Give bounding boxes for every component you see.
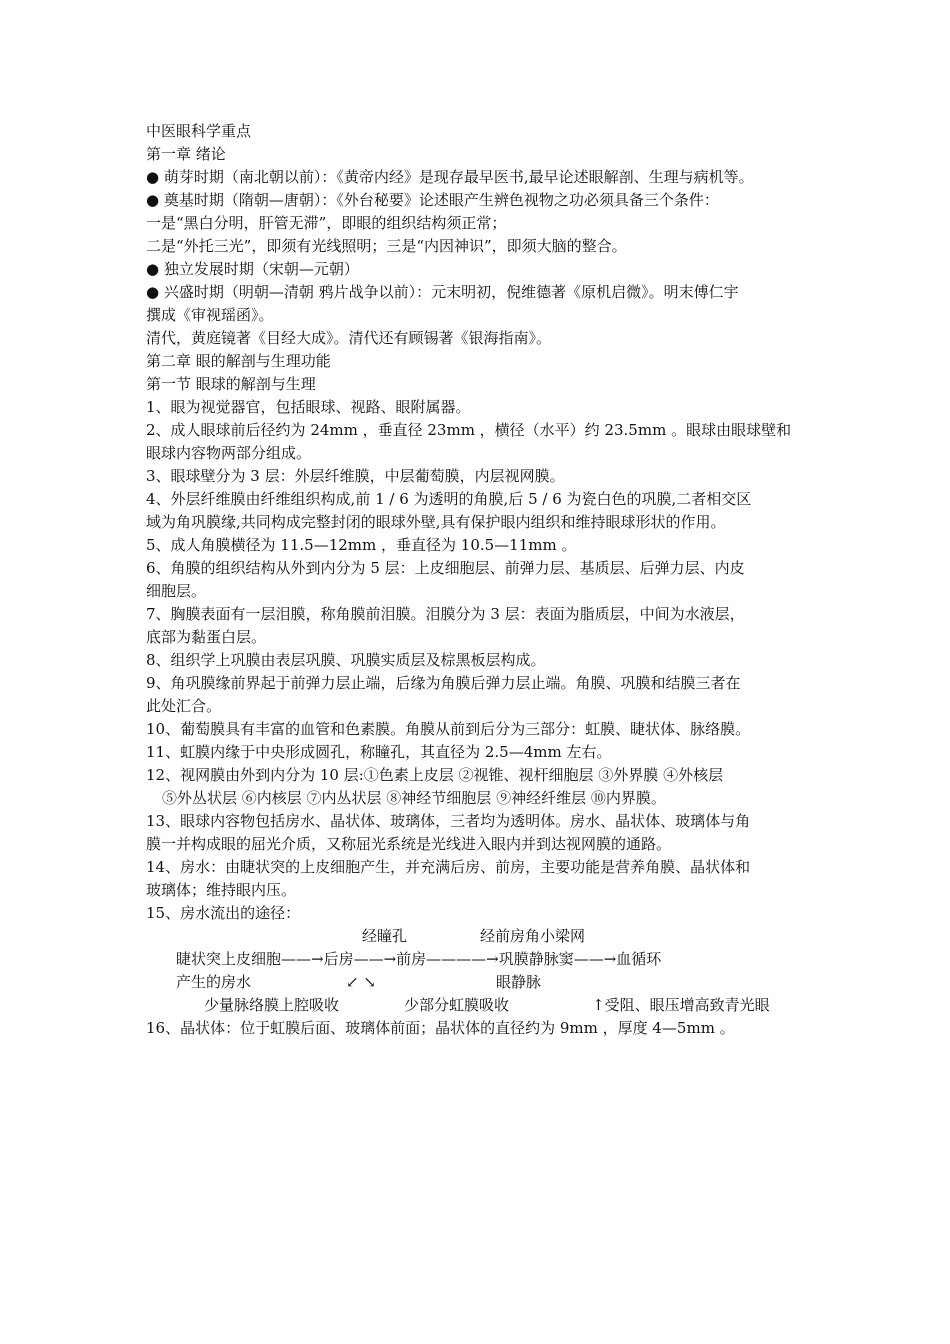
flow-label-glaucoma: ↑受阻、眼压增高致青光眼 [592, 996, 770, 1014]
paragraph-line: ⑤外丛状层 ⑥内核层 ⑦内丛状层 ⑧神经节细胞层 ⑨神经纤维层 ⑩内界膜。 [162, 789, 666, 807]
paragraph-line: 13、眼球内容物包括房水、晶状体、玻璃体，三者均为透明体。房水、晶状体、玻璃体与角 [146, 812, 751, 830]
text-line: 撰成《审视瑶函》。 [146, 306, 274, 324]
paragraph-line: 域为角巩膜缘,共同构成完整封闭的眼球外壁,具有保护眼内组织和维持眼球形状的作用。 [146, 513, 726, 531]
flow-label-iris: 少部分虹膜吸收 [404, 996, 510, 1014]
paragraph-line: 玻璃体；维持眼内压。 [146, 881, 297, 899]
chapter-heading: 第二章 眼的解剖与生理功能 [146, 352, 331, 370]
flow-main-row: 睫状突上皮细胞——→后房——→前房————→巩膜静脉窦——→血循环 [176, 950, 662, 968]
text-line: 清代，黄庭镜著《目经大成》。清代还有顾锡著《银海指南》。 [146, 329, 552, 347]
paragraph-line: 4、外层纤维膜由纤维组织构成,前 1 / 6 为透明的角膜,后 5 / 6 为瓷白色的巩膜,二者相交区 [146, 490, 752, 508]
paragraph-line: 眼球内容物两部分组成。 [146, 444, 312, 462]
paragraph-line: 11、虹膜内缘于中央形成圆孔，称瞳孔，其直径为 2.5—4mm 左右。 [146, 743, 612, 761]
flow-label-uveoscleral: 少量脉络膜上腔吸收 [204, 996, 340, 1014]
doc-title: 中医眼科学重点 [146, 122, 252, 140]
paragraph-line: 6、角膜的组织结构从外到内分为 5 层：上皮细胞层、前弹力层、基质层、后弹力层、内皮 [146, 559, 745, 577]
flow-label-pupil: 经瞳孔 [362, 927, 408, 945]
paragraph-line: 15、房水流出的途径： [146, 904, 301, 922]
paragraph-line: 此处汇合。 [146, 697, 222, 715]
paragraph-line: 3、眼球壁分为 3 层：外层纤维膜，中层葡萄膜，内层视网膜。 [146, 467, 565, 485]
chapter-heading: 第一章 绪论 [146, 145, 226, 163]
paragraph-line: 14、房水：由睫状突的上皮细胞产生，并充满后房、前房，主要功能是营养角膜、晶状体和 [146, 858, 751, 876]
bullet-item: ● 奠基时期（隋朝—唐朝）：《外台秘要》论述眼产生辨色视物之功必须具备三个条件： [146, 191, 719, 209]
bullet-item: ● 兴盛时期（明朝—清朝 鸦片战争以前）：元末明初，倪维德著《原机启微》。明末傅仁宇 [146, 283, 739, 301]
flow-label-produced: 产生的房水 [176, 973, 252, 991]
paragraph-line: 膜一并构成眼的屈光介质，又称屈光系统是光线进入眼内并到达视网膜的通路。 [146, 835, 672, 853]
paragraph-line: 细胞层。 [146, 582, 207, 600]
paragraph-line: 5、成人角膜横径为 11.5—12mm ，垂直径为 10.5—11mm 。 [146, 536, 577, 554]
paragraph-line: 12、视网膜由外到内分为 10 层:①色素上皮层 ②视锥、视杆细胞层 ③外界膜 ④外核层 [146, 766, 724, 784]
paragraph-line: 8、组织学上巩膜由表层巩膜、巩膜实质层及棕黑板层构成。 [146, 651, 546, 669]
bullet-item: ● 独立发展时期（宋朝—元朝） [146, 260, 359, 278]
bullet-item: ● 萌芽时期（南北朝以前）：《黄帝内经》是现存最早医书,最早论述眼解剖、生理与病机等。 [146, 168, 754, 186]
paragraph-line: 2、成人眼球前后径约为 24mm ，垂直径 23mm ，横径（水平）约 23.5mm 。眼球由眼球壁和 [146, 421, 792, 439]
text-line: 一是“黑白分明，肝管无滞”，即眼的组织结构须正常； [146, 214, 507, 232]
paragraph-line: 1、眼为视觉器官，包括眼球、视路、眼附属器。 [146, 398, 471, 416]
paragraph-line: 底部为黏蛋白层。 [146, 628, 267, 646]
text-line: 二是“外托三光”，即须有光线照明；三是“内因神识”，即须大脑的整合。 [146, 237, 627, 255]
paragraph-line: 16、晶状体：位于虹膜后面、玻璃体前面；晶状体的直径约为 9mm ，厚度 4—5mm 。 [146, 1019, 735, 1037]
paragraph-line: 9、角巩膜缘前界起于前弹力层止端，后缘为角膜后弹力层止端。角膜、巩膜和结膜三者在 [146, 674, 741, 692]
section-heading: 第一节 眼球的解剖与生理 [146, 375, 316, 393]
paragraph-line: 7、胸膜表面有一层泪膜，称角膜前泪膜。泪膜分为 3 层：表面为脂质层，中间为水液层， [146, 605, 745, 623]
flow-label-trabecular: 经前房角小梁网 [480, 927, 586, 945]
paragraph-line: 10、葡萄膜具有丰富的血管和色素膜。角膜从前到后分为三部分：虹膜、睫状体、脉络膜。 [146, 720, 751, 738]
flow-branch-arrows: ↙ ↘ [346, 973, 376, 991]
flow-label-vein: 眼静脉 [496, 973, 542, 991]
